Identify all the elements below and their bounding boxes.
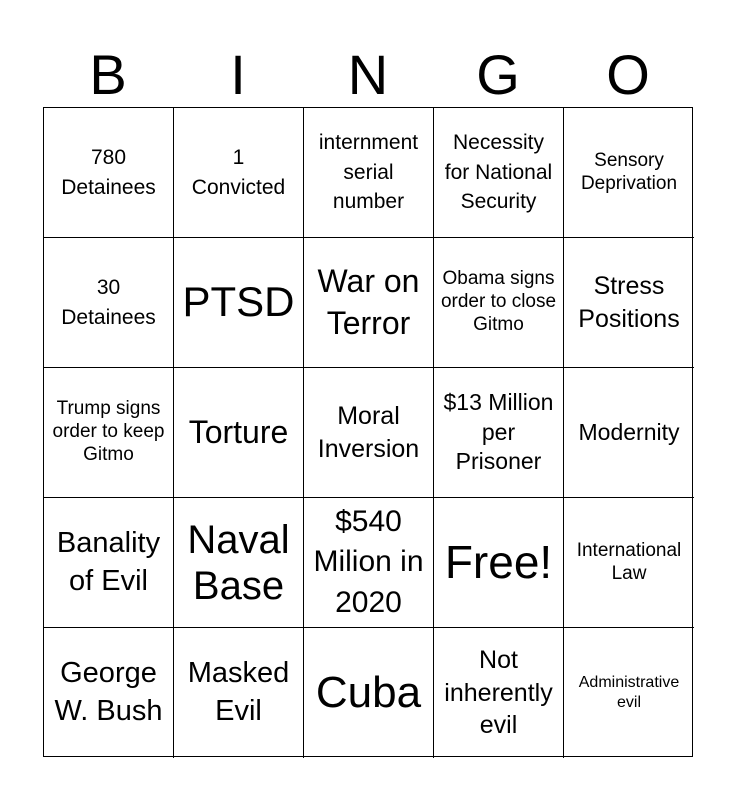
bingo-cell[interactable]: Moral Inversion — [304, 368, 434, 498]
bingo-cell[interactable]: Masked Evil — [174, 628, 304, 758]
bingo-cell[interactable]: 30 Detainees — [44, 238, 174, 368]
bingo-cell[interactable]: War on Terror — [304, 238, 434, 368]
bingo-cell[interactable]: Not inherently evil — [434, 628, 564, 758]
bingo-cell[interactable]: Naval Base — [174, 498, 304, 628]
bingo-cell[interactable]: $540 Milion in 2020 — [304, 498, 434, 628]
bingo-cell[interactable]: Obama signs order to close Gitmo — [434, 238, 564, 368]
header-letter-b: B — [89, 43, 127, 106]
bingo-cell[interactable]: PTSD — [174, 238, 304, 368]
header-letter-g: G — [476, 43, 520, 106]
bingo-cell[interactable]: Banality of Evil — [44, 498, 174, 628]
bingo-cell[interactable]: George W. Bush — [44, 628, 174, 758]
header-letter-o: O — [606, 43, 650, 106]
bingo-header — [43, 44, 693, 106]
bingo-cell[interactable]: Necessity for National Security — [434, 108, 564, 238]
bingo-cell[interactable]: International Law — [564, 498, 694, 628]
bingo-cell[interactable]: $13 Million per Prisoner — [434, 368, 564, 498]
bingo-cell[interactable]: internment serial number — [304, 108, 434, 238]
bingo-cell[interactable]: Stress Positions — [564, 238, 694, 368]
header-letter-i: I — [230, 43, 246, 106]
bingo-cell[interactable]: 1 Convicted — [174, 108, 304, 238]
bingo-cell[interactable]: Sensory Deprivation — [564, 108, 694, 238]
bingo-cell[interactable]: Torture — [174, 368, 304, 498]
bingo-cell[interactable]: Administrative evil — [578, 674, 680, 711]
bingo-card-grid — [43, 107, 693, 757]
bingo-cell[interactable]: Modernity — [564, 368, 694, 498]
header-letter-n: N — [347, 43, 389, 106]
bingo-cell[interactable]: Trump signs order to keep Gitmo — [44, 368, 174, 498]
bingo-cell[interactable]: 780 Detainees — [44, 108, 174, 238]
bingo-cell[interactable]: Free! — [434, 498, 564, 628]
bingo-cell[interactable]: Cuba — [304, 628, 434, 758]
